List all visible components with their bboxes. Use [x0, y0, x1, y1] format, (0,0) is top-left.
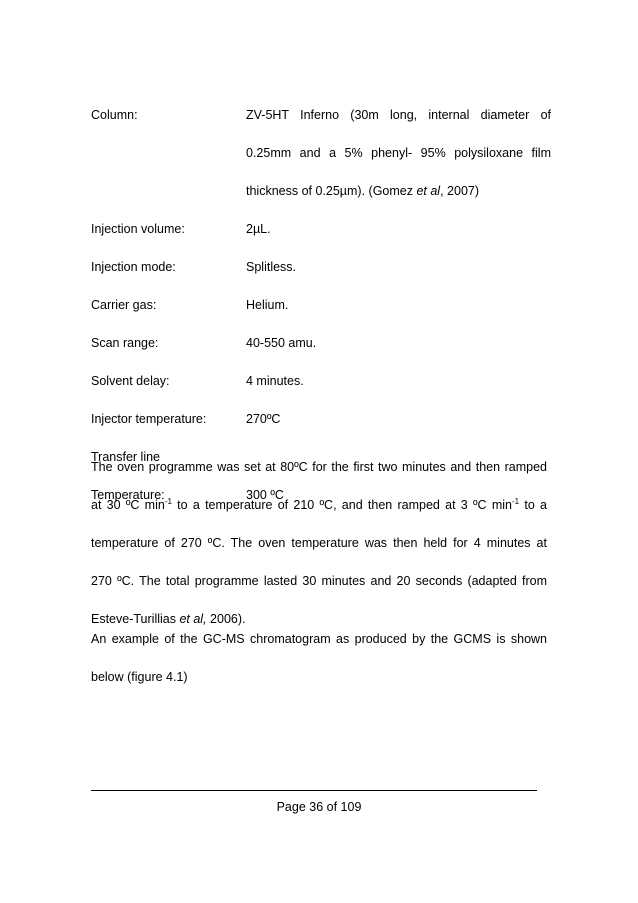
paragraph-line: 270 ºC. The total programme lasted 30 minutes and 20 seconds (adapted from [91, 574, 547, 588]
spec-label: Column: [91, 108, 138, 122]
italic-text: et al, [179, 612, 207, 626]
spec-row-solvent-delay [91, 362, 551, 400]
spec-row-carrier-gas [91, 286, 551, 324]
paragraph-line: temperature of 270 ºC. The oven temperature was then held for 4 minutes at [91, 536, 547, 550]
text-run: 2006). [206, 612, 246, 626]
paragraph-line [91, 486, 547, 524]
spec-value-line: ZV-5HT Inferno (30m long, internal diameter of [246, 108, 551, 122]
spec-value-line [246, 172, 551, 210]
spec-label: Injection mode: [91, 260, 176, 274]
text-run: at 30 ºC min [91, 498, 165, 512]
spec-row-scan-range [91, 324, 551, 362]
spec-label: Transfer line [91, 450, 161, 464]
spec-value [246, 96, 551, 210]
spec-value: 300 ºC [246, 488, 284, 502]
spec-label: Temperature: [91, 488, 165, 502]
paragraph-line: The oven programme was set at 80ºC for the first two minutes and then ramped [91, 460, 547, 474]
spec-label: Solvent delay: [91, 374, 170, 388]
text-run: , 2007) [440, 184, 480, 198]
spec-value: Splitless. [246, 260, 297, 274]
superscript: -1 [511, 497, 520, 506]
italic-text: et al [416, 184, 441, 198]
spec-label: Carrier gas: [91, 298, 157, 312]
superscript: -1 [164, 497, 172, 506]
spec-row-column [91, 96, 551, 210]
text-run: Esteve-Turillias [91, 612, 180, 626]
spec-value: 2µL. [246, 222, 271, 236]
page-number: Page 36 of 109 [276, 800, 362, 814]
spec-label: Injector temperature: [91, 412, 207, 426]
paragraph-line: below (figure 4.1) [91, 670, 188, 684]
spec-row-injection-volume [91, 210, 551, 248]
spec-value-line: 0.25mm and a 5% phenyl- 95% polysiloxane film [246, 146, 551, 160]
spec-row-injector-temperature [91, 400, 551, 438]
text-run: to a temperature of 210 ºC, and then ramped at 3 ºC min [171, 498, 512, 512]
spec-value: Helium. [246, 298, 289, 312]
paragraph-line: An example of the GC-MS chromatogram as produced by the GCMS is shown [91, 632, 547, 646]
footer-divider [91, 790, 537, 791]
text-run: to a [519, 498, 547, 512]
spec-label: Injection volume: [91, 222, 185, 236]
spec-value: 270ºC [246, 412, 281, 426]
spec-row-injection-mode [91, 248, 551, 286]
spec-value: 4 minutes. [246, 374, 304, 388]
text-run: thickness of 0.25µm). (Gomez [246, 184, 417, 198]
spec-value: 40-550 amu. [246, 336, 317, 350]
spec-label: Scan range: [91, 336, 159, 350]
chromatogram-intro-paragraph [91, 620, 547, 696]
oven-programme-paragraph [91, 448, 547, 638]
